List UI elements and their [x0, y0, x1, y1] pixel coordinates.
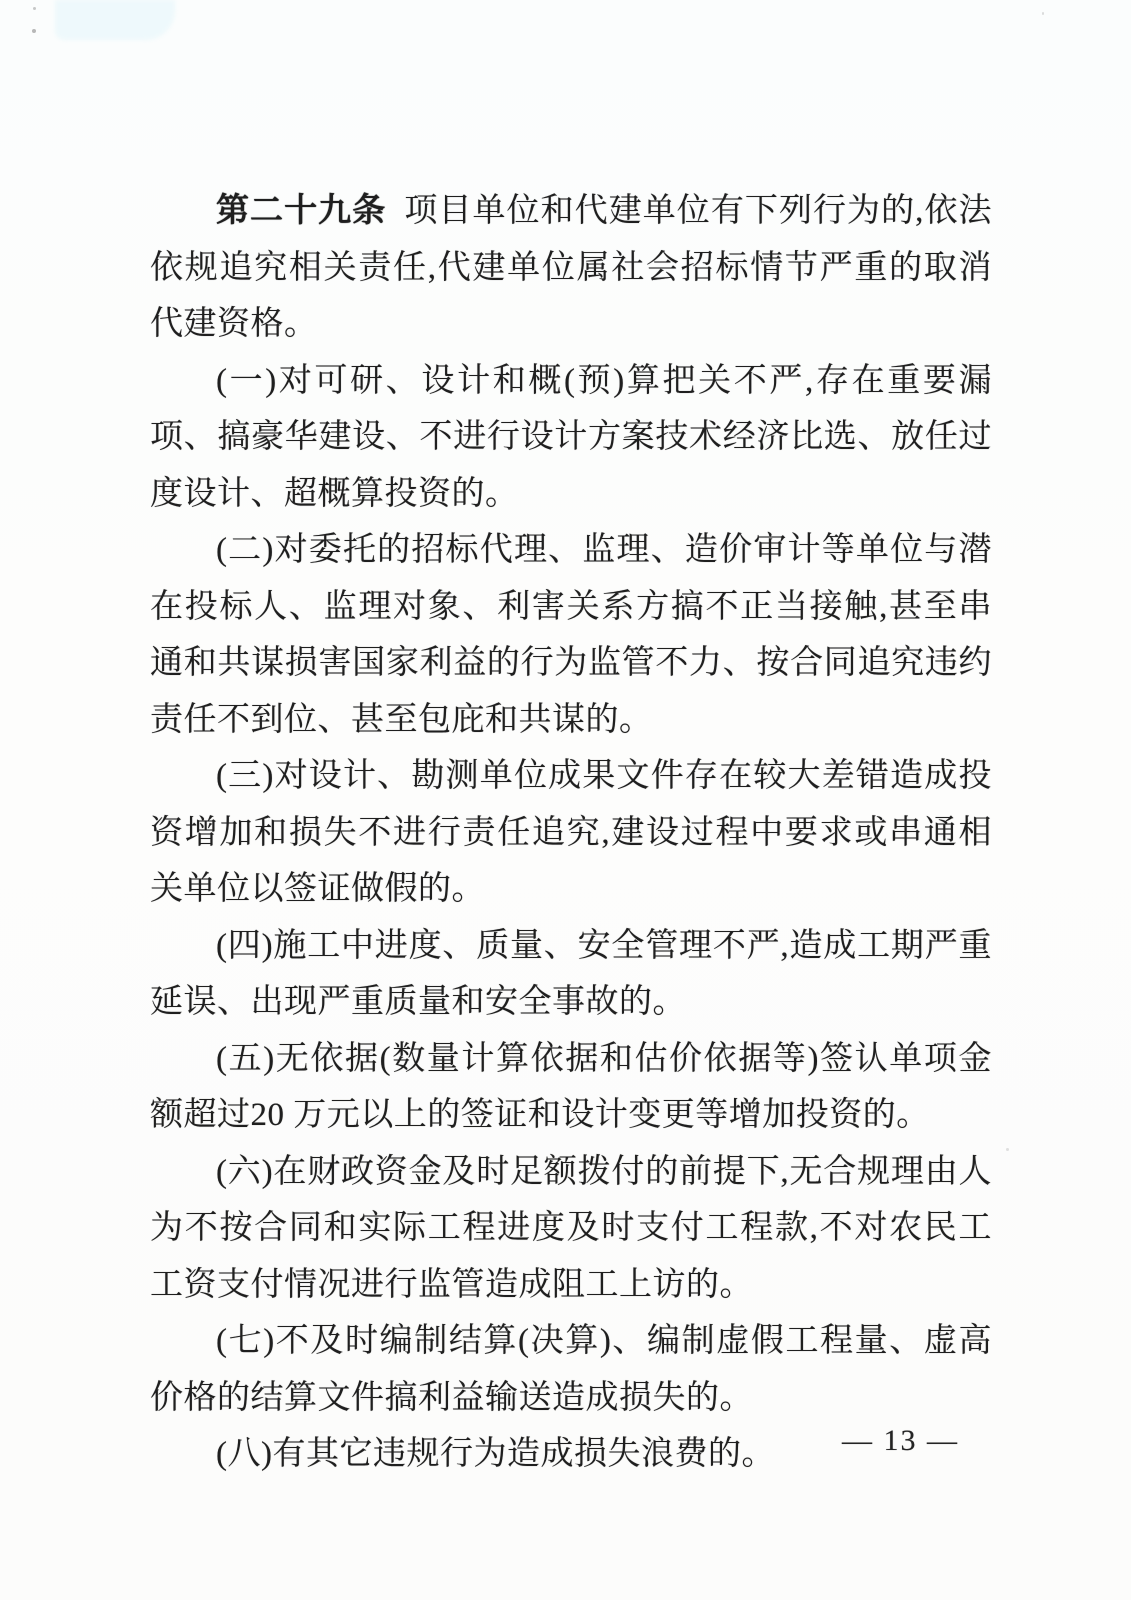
scan-speck — [32, 29, 36, 33]
scan-speck — [33, 7, 36, 10]
document-body — [150, 183, 992, 1483]
clause-item-8: (八)有其它违规行为造成损失浪费的。 — [216, 1436, 775, 1472]
clause-item-3: (三)对设计、勘测单位成果文件存在较大差错造成投资增加和损失不进行责任追究,建设过程中要求或串通相关单位以签证做假的。 — [150, 758, 992, 907]
clause-item-1: (一)对可研、设计和概(预)算把关不严,存在重要漏项、搞豪华建设、不进行设计方案技术经济比选、放任过度设计、超概算投资的。 — [150, 362, 992, 512]
clause-number: 第二十九条 — [216, 193, 387, 229]
scan-speck — [1006, 1148, 1009, 1151]
scan-tint-patch — [55, 0, 175, 40]
clause-intro-text: 项目单位和代建单位有下列行为的,依法依规追究相关责任,代建单位属社会招标情节严重的取消代建资格。 — [150, 193, 993, 342]
scan-speck — [1042, 12, 1044, 15]
page-number: — 13 — — [842, 1424, 959, 1457]
clause-item-6: (六)在财政资金及时足额拨付的前提下,无合规理由人为不按合同和实际工程进度及时支付工程款,不对农民工工资支付情况进行监管造成阻工上访的。 — [150, 1153, 992, 1303]
clause-item-2: (二)对委托的招标代理、监理、造价审计等单位与潜在投标人、监理对象、利害关系方搞不正当接触,甚至串通和共谋损害国家利益的行为监管不力、按合同追究违约责任不到位、甚至包庇和共谋的。 — [150, 532, 992, 738]
clause-item-4: (四)施工中进度、质量、安全管理不严,造成工期严重延误、出现严重质量和安全事故的。 — [150, 927, 992, 1020]
clause-item-5: (五)无依据(数量计算依据和估价依据等)签认单项金额超过20 万元以上的签证和设计变更等增加投资的。 — [150, 1040, 992, 1133]
clause-item-7: (七)不及时编制结算(决算)、编制虚假工程量、虚高价格的结算文件搞利益输送造成损失的。 — [150, 1323, 992, 1416]
clause-intro-paragraph — [150, 183, 992, 353]
